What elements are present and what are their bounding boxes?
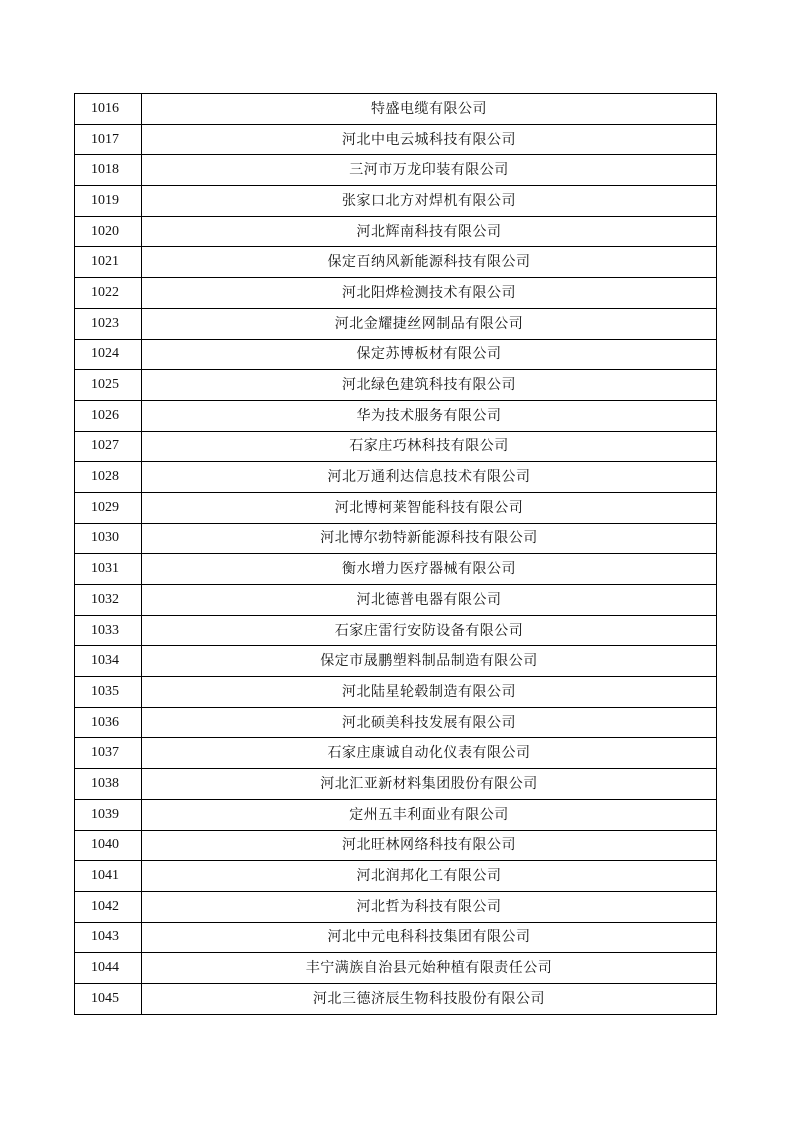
company-name: 河北博柯莱智能科技有限公司 [142,492,717,523]
table-row [75,799,717,830]
company-name: 河北哲为科技有限公司 [142,891,717,922]
table-row [75,646,717,677]
table-row [75,278,717,309]
row-number: 1035 [75,677,142,708]
company-name: 衡水增力医疗器械有限公司 [142,554,717,585]
table-row [75,370,717,401]
company-name: 丰宁满族自治县元始种植有限责任公司 [142,953,717,984]
row-number: 1033 [75,615,142,646]
table-row [75,891,717,922]
table-row [75,400,717,431]
row-number: 1024 [75,339,142,370]
company-name: 河北绿色建筑科技有限公司 [142,370,717,401]
company-name: 河北汇亚新材料集团股份有限公司 [142,769,717,800]
company-name: 河北辉南科技有限公司 [142,216,717,247]
company-name: 三河市万龙印装有限公司 [142,155,717,186]
table-row [75,247,717,278]
row-number: 1020 [75,216,142,247]
table-row [75,983,717,1014]
table-row [75,554,717,585]
row-number: 1044 [75,953,142,984]
table-row [75,186,717,217]
company-name: 保定市晟鹏塑料制品制造有限公司 [142,646,717,677]
row-number: 1034 [75,646,142,677]
company-list-table [74,93,717,1015]
table-row [75,922,717,953]
row-number: 1030 [75,523,142,554]
company-name: 河北德普电器有限公司 [142,585,717,616]
table-row [75,830,717,861]
company-name: 石家庄雷行安防设备有限公司 [142,615,717,646]
row-number: 1038 [75,769,142,800]
table-row [75,339,717,370]
company-name: 河北陆星轮毂制造有限公司 [142,677,717,708]
company-name: 张家口北方对焊机有限公司 [142,186,717,217]
company-name: 石家庄康诚自动化仪表有限公司 [142,738,717,769]
table-row [75,462,717,493]
company-name: 保定百纳风新能源科技有限公司 [142,247,717,278]
table-row [75,523,717,554]
company-name: 河北博尔勃特新能源科技有限公司 [142,523,717,554]
row-number: 1039 [75,799,142,830]
table-row [75,492,717,523]
company-name: 河北硕美科技发展有限公司 [142,707,717,738]
table-row [75,615,717,646]
row-number: 1031 [75,554,142,585]
company-name: 定州五丰利面业有限公司 [142,799,717,830]
row-number: 1045 [75,983,142,1014]
table-row [75,769,717,800]
row-number: 1027 [75,431,142,462]
table-row [75,124,717,155]
row-number: 1032 [75,585,142,616]
table-row [75,677,717,708]
table-row [75,738,717,769]
company-name: 河北三德济辰生物科技股份有限公司 [142,983,717,1014]
row-number: 1023 [75,308,142,339]
company-name: 河北阳烨检测技术有限公司 [142,278,717,309]
company-name: 华为技术服务有限公司 [142,400,717,431]
company-name: 石家庄巧林科技有限公司 [142,431,717,462]
company-name: 保定苏博板材有限公司 [142,339,717,370]
row-number: 1036 [75,707,142,738]
table-row [75,861,717,892]
company-name: 河北旺林网络科技有限公司 [142,830,717,861]
company-name: 河北润邦化工有限公司 [142,861,717,892]
row-number: 1021 [75,247,142,278]
table-row [75,707,717,738]
table-row [75,431,717,462]
row-number: 1028 [75,462,142,493]
row-number: 1026 [75,400,142,431]
row-number: 1018 [75,155,142,186]
company-list-body [75,94,717,1015]
table-row [75,155,717,186]
row-number: 1022 [75,278,142,309]
table-row [75,94,717,125]
table-row [75,585,717,616]
row-number: 1040 [75,830,142,861]
company-name: 河北金耀捷丝网制品有限公司 [142,308,717,339]
table-row [75,308,717,339]
row-number: 1017 [75,124,142,155]
row-number: 1043 [75,922,142,953]
company-name: 河北中元电科科技集团有限公司 [142,922,717,953]
table-row [75,216,717,247]
row-number: 1037 [75,738,142,769]
row-number: 1029 [75,492,142,523]
company-name: 特盛电缆有限公司 [142,94,717,125]
company-name: 河北中电云城科技有限公司 [142,124,717,155]
table-row [75,953,717,984]
row-number: 1019 [75,186,142,217]
row-number: 1025 [75,370,142,401]
row-number: 1042 [75,891,142,922]
row-number: 1016 [75,94,142,125]
row-number: 1041 [75,861,142,892]
company-name: 河北万通利达信息技术有限公司 [142,462,717,493]
